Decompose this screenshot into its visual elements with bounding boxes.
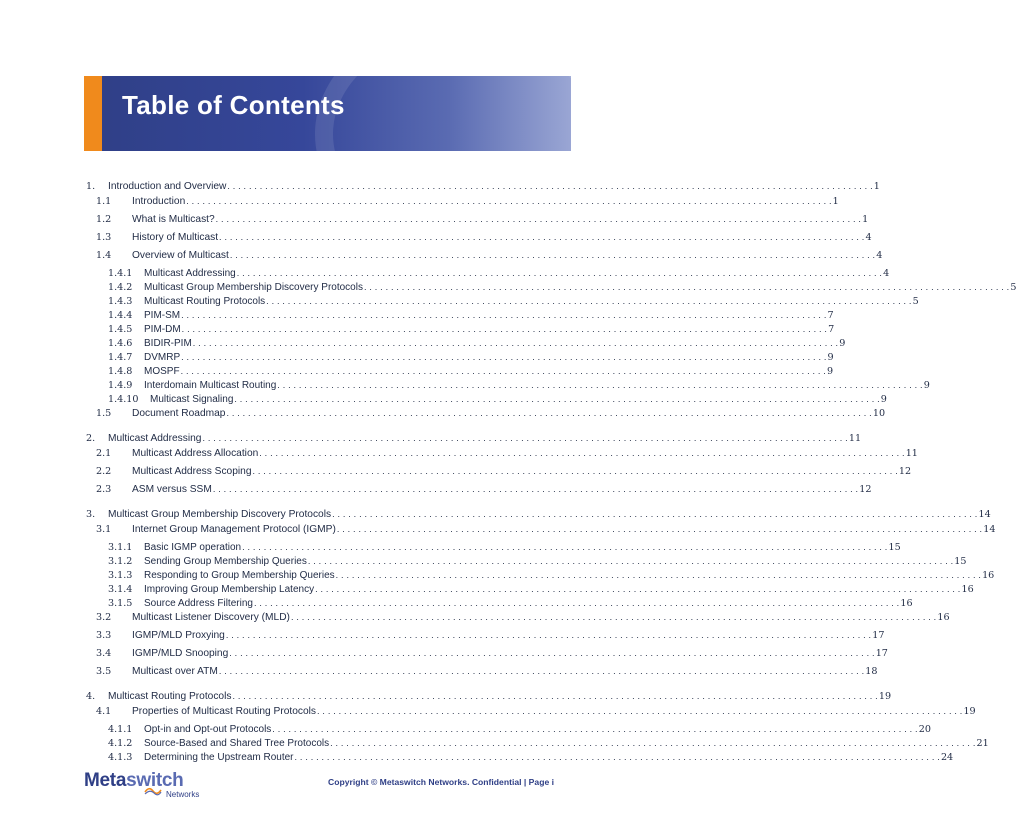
toc-entry-page: 15 bbox=[888, 542, 901, 553]
toc-leader-dots: . . . . . . . . . . . . . . . . . . . . . . . . . . . . . . . . . . . . . . . . . . . . . . . . . . . . . . . . . . . . . . . . . . . . . . . . . . . . . . . . . . . . . . . . . . . . . . . . . . . . . . . . . . . . . . . . . . . . . . . . bbox=[253, 598, 900, 608]
toc-entry-number: 4.1 bbox=[96, 706, 112, 717]
toc-entry-number: 1.4.8 bbox=[108, 366, 133, 377]
toc-entry-title: Multicast Group Membership Discovery Protocols bbox=[108, 509, 332, 520]
toc-leader-dots: . . . . . . . . . . . . . . . . . . . . . . . . . . . . . . . . . . . . . . . . . . . . . . . . . . . . . . . . . . . . . . . . . . . . . . . . . . . . . . . . . . . . . . . . . . . . . . . . . . . . . . . . . . . . . . . . . . . . . . . . bbox=[315, 584, 961, 594]
toc-entry-number: 1.4.2 bbox=[108, 282, 133, 293]
toc-entry[interactable] bbox=[86, 706, 976, 724]
toc-entry[interactable] bbox=[86, 394, 887, 408]
toc-entry-page: 1 bbox=[873, 181, 880, 192]
banner-accent-bar bbox=[84, 76, 102, 151]
footer-copyright: Copyright © Metaswitch Networks. Confidential | Page i bbox=[328, 777, 554, 787]
toc-entry-number: 1.2 bbox=[96, 214, 112, 225]
toc-entry-page: 17 bbox=[872, 630, 885, 641]
toc-leader-dots: . . . . . . . . . . . . . . . . . . . . . . . . . . . . . . . . . . . . . . . . . . . . . . . . . . . . . . . . . . . . . . . . . . . . . . . . . . . . . . . . . . . . . . . . . . . . . . . . . . . . . . . . . . . . . . . . . . . . . . . . bbox=[307, 556, 954, 566]
toc-leader-dots: . . . . . . . . . . . . . . . . . . . . . . . . . . . . . . . . . . . . . . . . . . . . . . . . . . . . . . . . . . . . . . . . . . . . . . . . . . . . . . . . . . . . . . . . . . . . . . . . . . . . . . . . . . . . . . . . . . . . . . . . bbox=[202, 433, 848, 443]
toc-entry[interactable] bbox=[86, 724, 931, 738]
toc-leader-dots: . . . . . . . . . . . . . . . . . . . . . . . . . . . . . . . . . . . . . . . . . . . . . . . . . . . . . . . . . . . . . . . . . . . . . . . . . . . . . . . . . . . . . . . . . . . . . . . . . . . . . . . . . . . . . . . . . . . . . . . . bbox=[272, 724, 918, 734]
toc-leader-dots: . . . . . . . . . . . . . . . . . . . . . . . . . . . . . . . . . . . . . . . . . . . . . . . . . . . . . . . . . . . . . . . . . . . . . . . . . . . . . . . . . . . . . . . . . . . . . . . . . . . . . . . . . . . . . . . . . . . . . . . . bbox=[363, 282, 1010, 292]
toc-entry[interactable] bbox=[86, 630, 885, 648]
toc-entry-title: Opt-in and Opt-out Protocols bbox=[144, 724, 272, 735]
toc-entry[interactable] bbox=[86, 181, 880, 196]
toc-entry-number: 2.3 bbox=[96, 484, 112, 495]
toc-leader-dots: . . . . . . . . . . . . . . . . . . . . . . . . . . . . . . . . . . . . . . . . . . . . . . . . . . . . . . . . . . . . . . . . . . . . . . . . . . . . . . . . . . . . . . . . . . . . . . . . . . . . . . . . . . . . . . . . . . . . . . . . bbox=[218, 666, 865, 676]
toc-leader-dots: . . . . . . . . . . . . . . . . . . . . . . . . . . . . . . . . . . . . . . . . . . . . . . . . . . . . . . . . . . . . . . . . . . . . . . . . . . . . . . . . . . . . . . . . . . . . . . . . . . . . . . . . . . . . . . . . . . . . . . . . bbox=[219, 232, 865, 242]
toc-entry[interactable] bbox=[86, 338, 846, 352]
toc-entry-title: Document Roadmap bbox=[132, 408, 226, 419]
toc-entry-number: 1.4 bbox=[96, 250, 112, 261]
toc-entry[interactable] bbox=[86, 380, 930, 394]
toc-entry-title: Source Address Filtering bbox=[144, 598, 253, 609]
toc-entry-page: 4 bbox=[865, 232, 872, 243]
logo-networks: Networks bbox=[166, 790, 200, 799]
toc-leader-dots: . . . . . . . . . . . . . . . . . . . . . . . . . . . . . . . . . . . . . . . . . . . . . . . . . . . . . . . . . . . . . . . . . . . . . . . . . . . . . . . . . . . . . . . . . . . . . . . . . . . . . . . . . . . . . . . . . . . . . . . . bbox=[266, 296, 912, 306]
toc-entry-number: 3.2 bbox=[96, 612, 112, 623]
toc-entry-page: 9 bbox=[923, 380, 930, 391]
toc-leader-dots: . . . . . . . . . . . . . . . . . . . . . . . . . . . . . . . . . . . . . . . . . . . . . . . . . . . . . . . . . . . . . . . . . . . . . . . . . . . . . . . . . . . . . . . . . . . . . . . . . . . . . . . . . . . . . . . . . . . . . . . . bbox=[332, 509, 978, 519]
toc-leader-dots: . . . . . . . . . . . . . . . . . . . . . . . . . . . . . . . . . . . . . . . . . . . . . . . . . . . . . . . . . . . . . . . . . . . . . . . . . . . . . . . . . . . . . . . . . . . . . . . . . . . . . . . . . . . . . . . . . . . . . . . . bbox=[232, 691, 878, 701]
toc-entry-page: 12 bbox=[898, 466, 912, 477]
toc-entry-page: 12 bbox=[859, 484, 872, 495]
toc-entry[interactable] bbox=[86, 752, 954, 766]
toc-entry-title: Multicast Address Allocation bbox=[132, 448, 259, 459]
toc-entry[interactable] bbox=[86, 214, 869, 232]
toc-leader-dots: . . . . . . . . . . . . . . . . . . . . . . . . . . . . . . . . . . . . . . . . . . . . . . . . . . . . . . . . . . . . . . . . . . . . . . . . . . . . . . . . . . . . . . . . . . . . . . . . . . . . . . . . . . . . . . . . . . . . . . . . bbox=[212, 484, 859, 494]
toc-entry[interactable] bbox=[86, 324, 835, 338]
toc-entry-number: 3.5 bbox=[96, 666, 112, 677]
toc-entry-title: Multicast over ATM bbox=[132, 666, 218, 677]
toc-entry-title: BIDIR-PIM bbox=[144, 338, 192, 349]
toc-entry[interactable] bbox=[86, 366, 834, 380]
toc-entry-number: 1.4.3 bbox=[108, 296, 133, 307]
toc-entry-page: 1 bbox=[832, 196, 839, 207]
toc-entry-number: 1.3 bbox=[96, 232, 112, 243]
toc-entry[interactable] bbox=[86, 648, 888, 666]
toc-entry[interactable] bbox=[86, 232, 872, 250]
toc-entry-title: ASM versus SSM bbox=[132, 484, 212, 495]
toc-leader-dots: . . . . . . . . . . . . . . . . . . . . . . . . . . . . . . . . . . . . . . . . . . . . . . . . . . . . . . . . . . . . . . . . . . . . . . . . . . . . . . . . . . . . . . . . . . . . . . . . . . . . . . . . . . . . . . . . . . . . . . . . bbox=[252, 466, 898, 476]
toc-entry-page: 16 bbox=[982, 570, 995, 581]
toc-entry[interactable] bbox=[86, 524, 996, 542]
toc-entry[interactable] bbox=[86, 570, 995, 584]
toc-entry-number: 1.5 bbox=[96, 408, 112, 419]
toc-entry-title: Internet Group Management Protocol (IGMP) bbox=[132, 524, 336, 535]
toc-entry-title: Multicast Routing Protocols bbox=[108, 691, 232, 702]
toc-entry-page: 11 bbox=[848, 433, 862, 444]
toc-leader-dots: . . . . . . . . . . . . . . . . . . . . . . . . . . . . . . . . . . . . . . . . . . . . . . . . . . . . . . . . . . . . . . . . . . . . . . . . . . . . . . . . . . . . . . . . . . . . . . . . . . . . . . . . . . . . . . . . . . . . . . . . bbox=[236, 268, 883, 278]
toc-leader-dots: . . . . . . . . . . . . . . . . . . . . . . . . . . . . . . . . . . . . . . . . . . . . . . . . . . . . . . . . . . . . . . . . . . . . . . . . . . . . . . . . . . . . . . . . . . . . . . . . . . . . . . . . . . . . . . . . . . . . . . . . bbox=[277, 380, 923, 390]
toc-entry[interactable] bbox=[86, 666, 878, 684]
toc-entry-page: 16 bbox=[900, 598, 913, 609]
toc-entry[interactable] bbox=[86, 738, 989, 752]
toc-entry-title: Multicast Listener Discovery (MLD) bbox=[132, 612, 290, 623]
logo-meta: Meta bbox=[84, 770, 127, 791]
toc-entry-page: 15 bbox=[954, 556, 967, 567]
toc-entry-page: 9 bbox=[839, 338, 846, 349]
toc-entry-title: Interdomain Multicast Routing bbox=[144, 380, 277, 391]
toc-entry-page: 9 bbox=[880, 394, 887, 405]
toc-entry[interactable] bbox=[86, 612, 950, 630]
toc-entry-title: What is Multicast? bbox=[132, 214, 215, 225]
toc-entry-title: Introduction and Overview bbox=[108, 181, 227, 192]
toc-leader-dots: . . . . . . . . . . . . . . . . . . . . . . . . . . . . . . . . . . . . . . . . . . . . . . . . . . . . . . . . . . . . . . . . . . . . . . . . . . . . . . . . . . . . . . . . . . . . . . . . . . . . . . . . . . . . . . . . . . . . . . . . bbox=[229, 250, 876, 260]
toc-leader-dots: . . . . . . . . . . . . . . . . . . . . . . . . . . . . . . . . . . . . . . . . . . . . . . . . . . . . . . . . . . . . . . . . . . . . . . . . . . . . . . . . . . . . . . . . . . . . . . . . . . . . . . . . . . . . . . . . . . . . . . . . bbox=[186, 196, 832, 206]
toc-leader-dots: . . . . . . . . . . . . . . . . . . . . . . . . . . . . . . . . . . . . . . . . . . . . . . . . . . . . . . . . . . . . . . . . . . . . . . . . . . . . . . . . . . . . . . . . . . . . . . . . . . . . . . . . . . . . . . . . . . . . . . . . bbox=[259, 448, 905, 458]
toc-entry-title: Overview of Multicast bbox=[132, 250, 229, 261]
toc-leader-dots: . . . . . . . . . . . . . . . . . . . . . . . . . . . . . . . . . . . . . . . . . . . . . . . . . . . . . . . . . . . . . . . . . . . . . . . . . . . . . . . . . . . . . . . . . . . . . . . . . . . . . . . . . . . . . . . . . . . . . . . . bbox=[181, 352, 827, 362]
toc-entry-number: 2.2 bbox=[96, 466, 112, 477]
toc-entry-number: 1.4.5 bbox=[108, 324, 133, 335]
toc-entry[interactable] bbox=[86, 484, 872, 502]
toc-entry-title: Determining the Upstream Router bbox=[144, 752, 294, 763]
toc-entry-title: Sending Group Membership Queries bbox=[144, 556, 307, 567]
toc-entry-number: 1. bbox=[86, 181, 96, 192]
toc-entry-page: 24 bbox=[940, 752, 954, 763]
toc-entry[interactable] bbox=[86, 584, 974, 598]
toc-leader-dots: . . . . . . . . . . . . . . . . . . . . . . . . . . . . . . . . . . . . . . . . . . . . . . . . . . . . . . . . . . . . . . . . . . . . . . . . . . . . . . . . . . . . . . . . . . . . . . . . . . . . . . . . . . . . . . . . . . . . . . . . bbox=[234, 394, 880, 404]
toc-leader-dots: . . . . . . . . . . . . . . . . . . . . . . . . . . . . . . . . . . . . . . . . . . . . . . . . . . . . . . . . . . . . . . . . . . . . . . . . . . . . . . . . . . . . . . . . . . . . . . . . . . . . . . . . . . . . . . . . . . . . . . . . bbox=[242, 542, 888, 552]
toc-leader-dots: . . . . . . . . . . . . . . . . . . . . . . . . . . . . . . . . . . . . . . . . . . . . . . . . . . . . . . . . . . . . . . . . . . . . . . . . . . . . . . . . . . . . . . . . . . . . . . . . . . . . . . . . . . . . . . . . . . . . . . . . bbox=[180, 366, 826, 376]
toc-entry[interactable] bbox=[86, 448, 918, 466]
toc-entry[interactable] bbox=[86, 433, 862, 448]
toc-entry-number: 1.4.1 bbox=[108, 268, 133, 279]
toc-entry[interactable] bbox=[86, 352, 834, 366]
toc-entry[interactable] bbox=[86, 542, 901, 556]
toc-entry-page: 14 bbox=[978, 509, 991, 520]
toc-entry-page: 19 bbox=[878, 691, 892, 702]
toc-entry-number: 3.1.4 bbox=[108, 584, 133, 595]
toc-entry[interactable] bbox=[86, 556, 967, 570]
toc-entry-page: 4 bbox=[876, 250, 883, 261]
toc-leader-dots: . . . . . . . . . . . . . . . . . . . . . . . . . . . . . . . . . . . . . . . . . . . . . . . . . . . . . . . . . . . . . . . . . . . . . . . . . . . . . . . . . . . . . . . . . . . . . . . . . . . . . . . . . . . . . . . . . . . . . . . . bbox=[215, 214, 862, 224]
toc-leader-dots: . . . . . . . . . . . . . . . . . . . . . . . . . . . . . . . . . . . . . . . . . . . . . . . . . . . . . . . . . . . . . . . . . . . . . . . . . . . . . . . . . . . . . . . . . . . . . . . . . . . . . . . . . . . . . . . . . . . . . . . . bbox=[181, 310, 827, 320]
toc-leader-dots: . . . . . . . . . . . . . . . . . . . . . . . . . . . . . . . . . . . . . . . . . . . . . . . . . . . . . . . . . . . . . . . . . . . . . . . . . . . . . . . . . . . . . . . . . . . . . . . . . . . . . . . . . . . . . . . . . . . . . . . . bbox=[294, 752, 940, 762]
toc-entry-title: Introduction bbox=[132, 196, 186, 207]
toc-entry-title: Multicast Addressing bbox=[144, 268, 236, 279]
toc-entry-page: 10 bbox=[872, 408, 886, 419]
toc-entry-title: IGMP/MLD Proxying bbox=[132, 630, 225, 641]
toc-entry-title: MOSPF bbox=[144, 366, 180, 377]
toc-entry-page: 14 bbox=[983, 524, 996, 535]
logo-swirl-icon bbox=[144, 786, 162, 796]
toc-entry-number: 1.4.7 bbox=[108, 352, 133, 363]
toc-entry-page: 21 bbox=[976, 738, 989, 749]
toc-entry-title: Multicast Address Scoping bbox=[132, 466, 252, 477]
toc-entry-number: 1.4.9 bbox=[108, 380, 133, 391]
toc-entry-number: 4. bbox=[86, 691, 96, 702]
toc-leader-dots: . . . . . . . . . . . . . . . . . . . . . . . . . . . . . . . . . . . . . . . . . . . . . . . . . . . . . . . . . . . . . . . . . . . . . . . . . . . . . . . . . . . . . . . . . . . . . . . . . . . . . . . . . . . . . . . . . . . . . . . . bbox=[335, 570, 982, 580]
toc-leader-dots: . . . . . . . . . . . . . . . . . . . . . . . . . . . . . . . . . . . . . . . . . . . . . . . . . . . . . . . . . . . . . . . . . . . . . . . . . . . . . . . . . . . . . . . . . . . . . . . . . . . . . . . . . . . . . . . . . . . . . . . . bbox=[317, 706, 963, 716]
logo-switch: switch bbox=[126, 770, 184, 791]
toc-entry[interactable] bbox=[86, 408, 886, 426]
toc-entry-number: 1.1 bbox=[96, 196, 112, 207]
toc-leader-dots: . . . . . . . . . . . . . . . . . . . . . . . . . . . . . . . . . . . . . . . . . . . . . . . . . . . . . . . . . . . . . . . . . . . . . . . . . . . . . . . . . . . . . . . . . . . . . . . . . . . . . . . . . . . . . . . . . . . . . . . . bbox=[290, 612, 937, 622]
toc-entry-title: DVMRP bbox=[144, 352, 181, 363]
header-banner bbox=[84, 76, 571, 151]
toc-entry-title: Multicast Signaling bbox=[150, 394, 234, 405]
toc-entry-title: Improving Group Membership Latency bbox=[144, 584, 315, 595]
toc-entry-title: Properties of Multicast Routing Protocols bbox=[132, 706, 317, 717]
toc-entry[interactable] bbox=[86, 250, 883, 268]
toc-entry[interactable] bbox=[86, 310, 834, 324]
toc-leader-dots: . . . . . . . . . . . . . . . . . . . . . . . . . . . . . . . . . . . . . . . . . . . . . . . . . . . . . . . . . . . . . . . . . . . . . . . . . . . . . . . . . . . . . . . . . . . . . . . . . . . . . . . . . . . . . . . . . . . . . . . . bbox=[192, 338, 839, 348]
toc-entry-title: Multicast Addressing bbox=[108, 433, 202, 444]
toc-leader-dots: . . . . . . . . . . . . . . . . . . . . . . . . . . . . . . . . . . . . . . . . . . . . . . . . . . . . . . . . . . . . . . . . . . . . . . . . . . . . . . . . . . . . . . . . . . . . . . . . . . . . . . . . . . . . . . . . . . . . . . . . bbox=[225, 630, 872, 640]
toc-entry-number: 4.1.2 bbox=[108, 738, 133, 749]
metaswitch-logo bbox=[84, 770, 200, 799]
toc-entry-number: 3.1.5 bbox=[108, 598, 133, 609]
toc-entry-number: 3.1.2 bbox=[108, 556, 133, 567]
toc-entry-number: 3. bbox=[86, 509, 96, 520]
toc-leader-dots: . . . . . . . . . . . . . . . . . . . . . . . . . . . . . . . . . . . . . . . . . . . . . . . . . . . . . . . . . . . . . . . . . . . . . . . . . . . . . . . . . . . . . . . . . . . . . . . . . . . . . . . . . . . . . . . . . . . . . . . . bbox=[336, 524, 983, 534]
toc-entry-page: 7 bbox=[827, 310, 834, 321]
toc-entry[interactable] bbox=[86, 598, 913, 612]
toc-entry-page: 5 bbox=[1010, 282, 1017, 293]
toc-entry-number: 1.4.6 bbox=[108, 338, 133, 349]
toc-entry-title: PIM-DM bbox=[144, 324, 181, 335]
toc-entry-number: 3.1 bbox=[96, 524, 112, 535]
toc-entry-page: 20 bbox=[918, 724, 931, 735]
toc-entry-number: 3.1.1 bbox=[108, 542, 133, 553]
toc-entry-number: 1.4.10 bbox=[108, 394, 139, 405]
toc-entry-page: 4 bbox=[883, 268, 890, 279]
toc-entry-title: Source-Based and Shared Tree Protocols bbox=[144, 738, 330, 749]
toc-entry-number: 4.1.1 bbox=[108, 724, 133, 735]
page-title: Table of Contents bbox=[122, 90, 345, 120]
toc-leader-dots: . . . . . . . . . . . . . . . . . . . . . . . . . . . . . . . . . . . . . . . . . . . . . . . . . . . . . . . . . . . . . . . . . . . . . . . . . . . . . . . . . . . . . . . . . . . . . . . . . . . . . . . . . . . . . . . . . . . . . . . . bbox=[226, 408, 872, 418]
toc-entry-number: 2. bbox=[86, 433, 96, 444]
toc-entry-title: PIM-SM bbox=[144, 310, 181, 321]
toc-entry[interactable] bbox=[86, 268, 890, 282]
toc-entry-number: 3.4 bbox=[96, 648, 112, 659]
toc-entry-page: 1 bbox=[862, 214, 869, 225]
toc-entry[interactable] bbox=[86, 466, 912, 484]
toc-entry-number: 1.4.4 bbox=[108, 310, 133, 321]
toc-leader-dots: . . . . . . . . . . . . . . . . . . . . . . . . . . . . . . . . . . . . . . . . . . . . . . . . . . . . . . . . . . . . . . . . . . . . . . . . . . . . . . . . . . . . . . . . . . . . . . . . . . . . . . . . . . . . . . . . . . . . . . . . bbox=[229, 648, 875, 658]
toc-entry-page: 16 bbox=[961, 584, 974, 595]
toc-entry-page: 9 bbox=[826, 366, 834, 377]
toc-entry-title: Basic IGMP operation bbox=[144, 542, 242, 553]
toc-entry[interactable] bbox=[86, 296, 919, 310]
toc-entry-title: Multicast Group Membership Discovery Protocols bbox=[144, 282, 363, 293]
toc-leader-dots: . . . . . . . . . . . . . . . . . . . . . . . . . . . . . . . . . . . . . . . . . . . . . . . . . . . . . . . . . . . . . . . . . . . . . . . . . . . . . . . . . . . . . . . . . . . . . . . . . . . . . . . . . . . . . . . . . . . . . . . . bbox=[227, 181, 873, 191]
toc-entry-title: Multicast Routing Protocols bbox=[144, 296, 266, 307]
toc-entry-page: 16 bbox=[937, 612, 950, 623]
toc-entry-page: 7 bbox=[828, 324, 835, 335]
toc-entry-title: Responding to Group Membership Queries bbox=[144, 570, 335, 581]
toc-entry-page: 5 bbox=[912, 296, 919, 307]
toc-entry-page: 11 bbox=[905, 448, 918, 459]
toc-leader-dots: . . . . . . . . . . . . . . . . . . . . . . . . . . . . . . . . . . . . . . . . . . . . . . . . . . . . . . . . . . . . . . . . . . . . . . . . . . . . . . . . . . . . . . . . . . . . . . . . . . . . . . . . . . . . . . . . . . . . . . . . bbox=[181, 324, 828, 334]
toc-leader-dots: . . . . . . . . . . . . . . . . . . . . . . . . . . . . . . . . . . . . . . . . . . . . . . . . . . . . . . . . . . . . . . . . . . . . . . . . . . . . . . . . . . . . . . . . . . . . . . . . . . . . . . . . . . . . . . . . . . . . . . . . bbox=[330, 738, 976, 748]
toc-entry-page: 18 bbox=[865, 666, 878, 677]
toc-entry-number: 2.1 bbox=[96, 448, 112, 459]
toc-entry-number: 3.3 bbox=[96, 630, 112, 641]
toc-entry-title: IGMP/MLD Snooping bbox=[132, 648, 229, 659]
toc-entry-page: 9 bbox=[827, 352, 834, 363]
toc-entry[interactable] bbox=[86, 509, 991, 524]
toc-entry-title: History of Multicast bbox=[132, 232, 219, 243]
toc-entry-page: 17 bbox=[875, 648, 888, 659]
toc-entry[interactable] bbox=[86, 282, 1017, 296]
toc-entry-page: 19 bbox=[963, 706, 976, 717]
toc-entry[interactable] bbox=[86, 691, 892, 706]
toc-entry[interactable] bbox=[86, 196, 839, 214]
table-of-contents bbox=[86, 174, 1017, 766]
toc-entry-number: 3.1.3 bbox=[108, 570, 133, 581]
toc-entry-number: 4.1.3 bbox=[108, 752, 133, 763]
